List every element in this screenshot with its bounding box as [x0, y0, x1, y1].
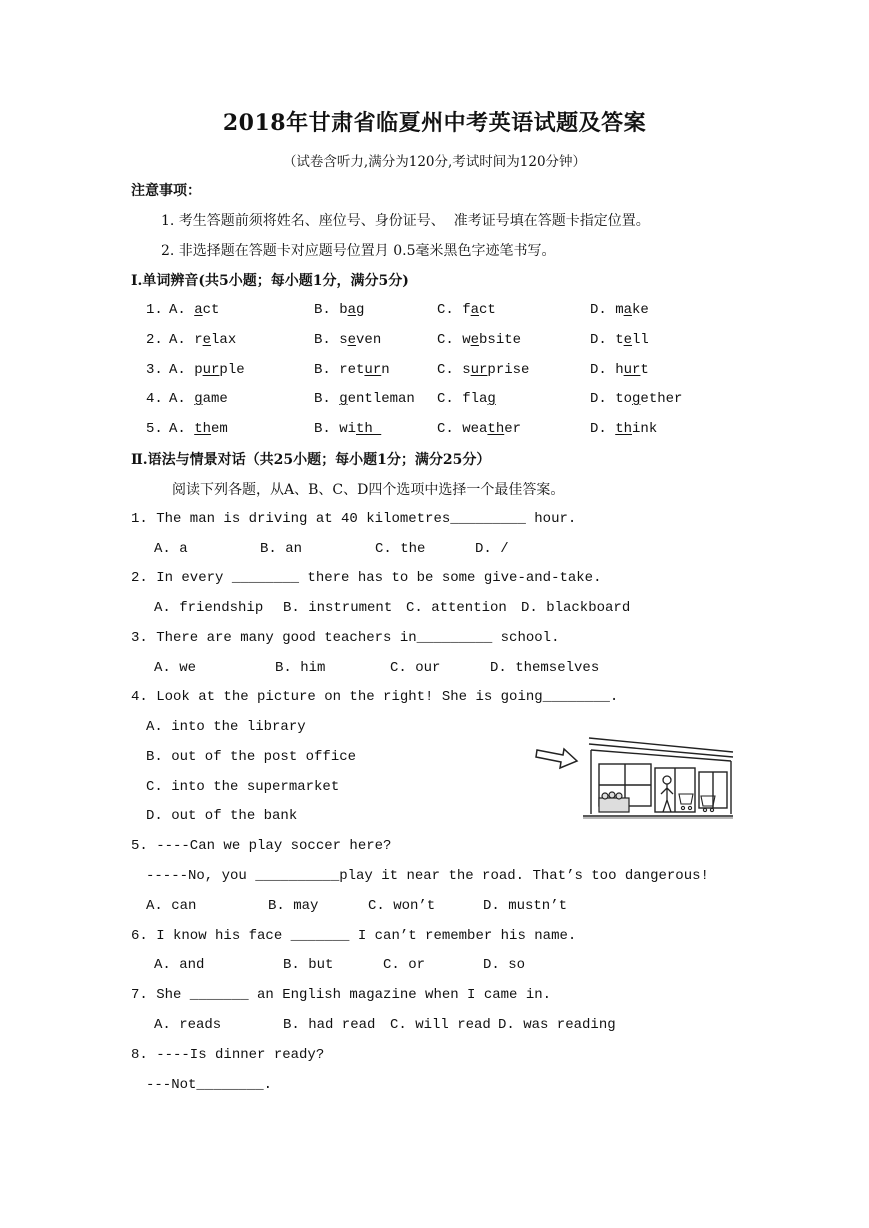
word-option-b: B. with [314, 421, 382, 437]
underlined-letters: g [632, 391, 641, 407]
q4-option-b: B. out of the post office [146, 749, 357, 765]
word-option-d: D. tell [590, 332, 649, 348]
section2-heading: Ⅱ.语法与情景对话（共25小题；每小题1分；满分25分） [131, 452, 491, 468]
q1-option-a: A. a [154, 541, 188, 557]
word-option-b: B. bag [314, 302, 365, 318]
q7-option-d: D. was reading [498, 1017, 616, 1033]
word-option-b: B. seven [314, 332, 382, 348]
q5-option-b: B. may [268, 898, 319, 914]
word-option-c: C. surprise [437, 362, 530, 378]
arrow-icon [536, 749, 577, 768]
underlined-letters: e [470, 332, 480, 348]
q2-option-a: A. friendship [154, 600, 264, 616]
q6-option-a: A. and [154, 957, 205, 973]
q3-option-d: D. themselves [490, 660, 600, 676]
question-3-stem: 3. There are many good teachers in_________ school. [131, 630, 560, 646]
question-4-stem: 4. Look at the picture on the right! She is going________. [131, 689, 619, 705]
underlined-letters: ur [364, 362, 382, 378]
underlined-letters: th [487, 421, 505, 437]
q3-option-b: B. him [275, 660, 326, 676]
q5-option-d: D. mustn’t [483, 898, 568, 914]
question-6-stem: 6. I know his face _______ I can’t remember his name. [131, 928, 577, 944]
underlined-letters: a [194, 302, 203, 318]
word-option-b: B. gentleman [314, 391, 415, 407]
storefront-illustration [533, 730, 735, 822]
word-option-d: D. make [590, 302, 649, 318]
word-row-number: 5. [146, 421, 163, 437]
q7-option-b: B. had read [283, 1017, 376, 1033]
word-option-d: D. think [590, 421, 658, 437]
q4-option-d: D. out of the bank [146, 808, 298, 824]
word-row-number: 3. [146, 362, 163, 378]
underlined-letters: ur [470, 362, 488, 378]
section1-heading: I.单词辨音(共5小题；每小题1分，满分5分) [131, 273, 409, 289]
word-option-c: C. website [437, 332, 522, 348]
word-option-a: A. game [169, 391, 228, 407]
word-option-a: A. act [169, 302, 220, 318]
underlined-letters: a [470, 302, 480, 318]
q2-option-c: C. attention [406, 600, 507, 616]
word-row-number: 4. [146, 391, 163, 407]
notice-item-2: 2. 非选择题在答题卡对应题号位置月 0.5毫米黑色字迹笔书写。 [161, 243, 556, 259]
underlined-letters: ur [202, 362, 220, 378]
notice-item-1: 1. 考生答题前须将姓名、座位号、身份证号、 准考证号填在答题卡指定位置。 [161, 213, 650, 229]
underlined-letters: e [623, 332, 633, 348]
notice-heading: 注意事项： [131, 183, 201, 199]
page-title: 2018年甘肃省临夏州中考英语试题及答案 [222, 110, 647, 136]
storefront-drawing [533, 730, 735, 822]
underlined-letters: ur [623, 362, 641, 378]
q4-option-c: C. into the supermarket [146, 779, 340, 795]
question-2-stem: 2. In every ________ there has to be some give-and-take. [131, 570, 602, 586]
underlined-letters: g [487, 391, 496, 407]
q7-option-a: A. reads [154, 1017, 222, 1033]
question-8-line1: 8. ----Is dinner ready? [131, 1047, 325, 1063]
word-row-number: 2. [146, 332, 163, 348]
word-option-a: A. them [169, 421, 228, 437]
q1-option-d: D. / [475, 541, 509, 557]
underlined-letters: a [347, 302, 357, 318]
underlined-letters: g [194, 391, 203, 407]
word-option-d: D. hurt [590, 362, 649, 378]
underlined-letters: th [194, 421, 212, 437]
q5-option-c: C. won’t [368, 898, 436, 914]
q3-option-c: C. our [390, 660, 441, 676]
q1-option-b: B. an [260, 541, 303, 557]
q4-option-a: A. into the library [146, 719, 306, 735]
q2-option-d: D. blackboard [521, 600, 631, 616]
q1-option-c: C. the [375, 541, 426, 557]
question-5-line1: 5. ----Can we play soccer here? [131, 838, 392, 854]
q6-option-c: C. or [383, 957, 426, 973]
underlined-letters: e [347, 332, 357, 348]
word-row-number: 1. [146, 302, 163, 318]
word-option-c: C. weather [437, 421, 522, 437]
word-option-d: D. together [590, 391, 683, 407]
question-5-line2: -----No, you __________play it near the road. That’s too dangerous! [146, 868, 709, 884]
question-8-line2: ---Not________. [146, 1077, 273, 1093]
underlined-letters: e [202, 332, 212, 348]
word-option-a: A. purple [169, 362, 245, 378]
section2-instruction: 阅读下列各题，从A、B、C、D四个选项中选择一个最佳答案。 [172, 482, 565, 498]
question-1-stem: 1. The man is driving at 40 kilometres_________ hour. [131, 511, 577, 527]
page-subtitle: （试卷含听力,满分为120分,考试时间为120分钟） [282, 154, 587, 170]
word-option-c: C. fact [437, 302, 496, 318]
underlined-letters: a [623, 302, 633, 318]
underlined-letters: th [615, 421, 633, 437]
q5-option-a: A. can [146, 898, 197, 914]
q7-option-c: C. will read [390, 1017, 491, 1033]
q6-option-d: D. so [483, 957, 526, 973]
question-7-stem: 7. She _______ an English magazine when I came in. [131, 987, 552, 1003]
q2-option-b: B. instrument [283, 600, 393, 616]
underlined-letters: g [339, 391, 348, 407]
q3-option-a: A. we [154, 660, 197, 676]
word-option-b: B. return [314, 362, 390, 378]
underlined-letters: th [356, 421, 382, 437]
q6-option-b: B. but [283, 957, 334, 973]
word-option-a: A. relax [169, 332, 237, 348]
word-option-c: C. flag [437, 391, 496, 407]
